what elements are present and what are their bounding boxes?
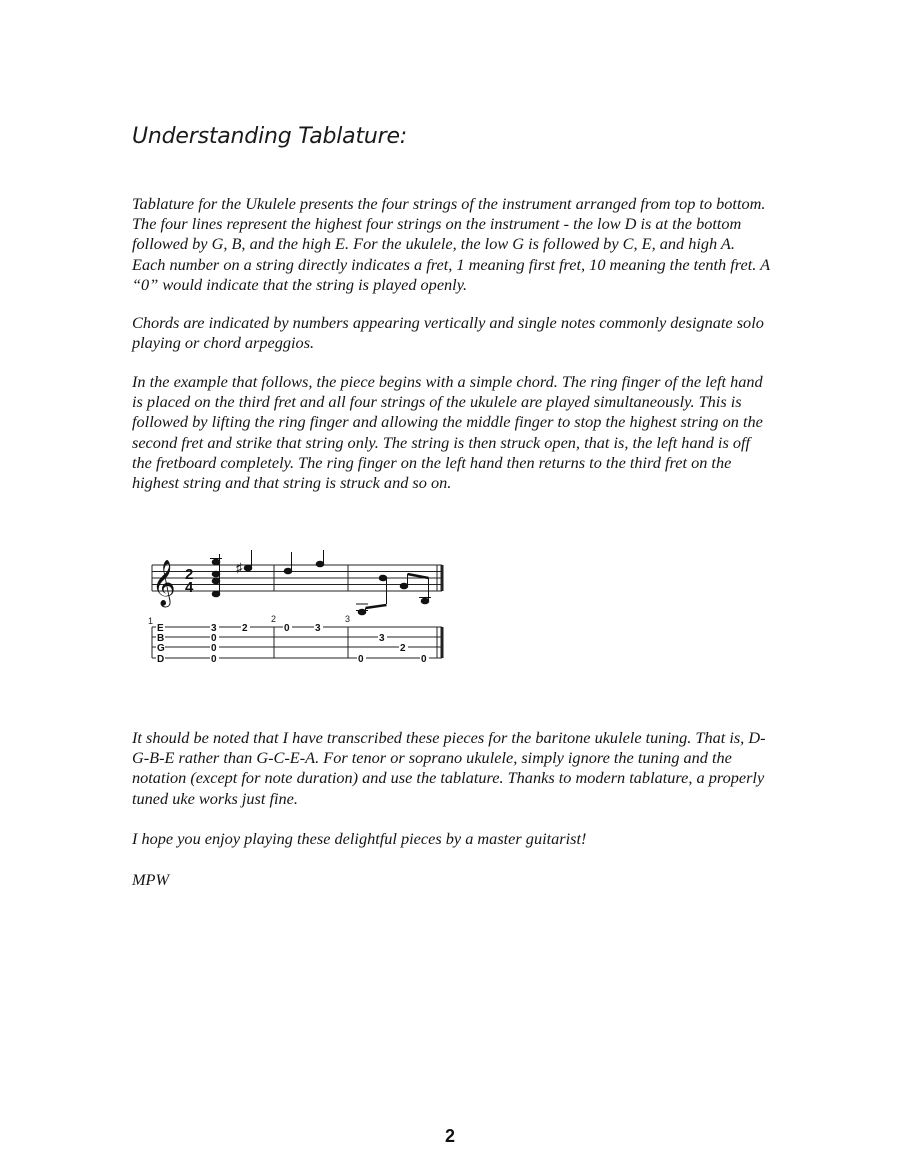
note-head (212, 578, 220, 584)
note-beam (408, 574, 429, 578)
string-labels (156, 623, 165, 665)
string-label: E (157, 623, 164, 634)
note-head (400, 583, 408, 589)
time-signature-bottom: 4 (185, 579, 194, 596)
time-signature-top: 2 (185, 566, 194, 583)
sharp-accidental-icon: ♯ (236, 560, 243, 575)
fret-numbers (210, 623, 429, 665)
treble-clef-icon: 𝄞 (152, 561, 176, 605)
note-head (379, 575, 387, 581)
page-number: 2 (444, 1126, 455, 1146)
note-head (284, 568, 292, 574)
fret-number: 0 (421, 654, 427, 665)
measure-number: 3 (345, 614, 351, 624)
string-label: G (157, 643, 165, 654)
notation-notes (210, 550, 431, 615)
fret-number: 2 (242, 623, 248, 634)
fret-number: 3 (315, 623, 321, 634)
fret-number: 0 (211, 654, 217, 665)
section-heading: Understanding Tablature: (132, 124, 408, 149)
paragraph-chords: Chords are indicated by numbers appearing vertically and single notes commonly designate solo playing or chord arpeggios. (132, 313, 764, 353)
signature: MPW (132, 870, 170, 889)
notation-staff (152, 565, 442, 591)
note-head (421, 598, 429, 604)
measure-number: 2 (271, 614, 277, 624)
note-head (212, 571, 220, 577)
fret-number: 3 (211, 623, 217, 634)
fret-number: 0 (358, 654, 364, 665)
paragraph-tablature-intro: Tablature for the Ukulele presents the four strings of the instrument arranged from top to bottom. The four lines represent the highest four strings on the instrument - the low D is at the bottom followed by G, B, and the high E. For the ukulele, the low G is followed by C, E, and high A. Each number on a string directly indicates a fret, 1 meaning first fret, 10 meaning the tenth fret. A “0” would indicate that the string is played openly. (132, 194, 770, 294)
fret-number: 2 (400, 643, 406, 654)
paragraph-closing: I hope you enjoy playing these delightful pieces by a master guitarist! (132, 829, 587, 848)
paragraph-tuning-note: It should be noted that I have transcribed these pieces for the baritone ukulele tuning. That is, D-G-B-E rather than G-C-E-A. For tenor or soprano ukulele, simply ignore the tuning and the notation (except for note duration) and use the tablature. Thanks to modern tablature, a properly tuned uke works just fine. (132, 728, 766, 808)
tablature-example (140, 550, 460, 670)
measure-number: 1 (148, 616, 154, 626)
paragraph-example-explanation: In the example that follows, the piece begins with a simple chord. The ring finger of the left hand is placed on the third fret and all four strings of the ukulele are played simultaneously. This is followed by lifting the ring finger and allowing the middle finger to stop the highest string on the second fret and strike that string only. The string is then struck open, that is, the left hand is off the fretboard completely. The ring finger on the left hand then returns to the third fret on the highest string and that string is struck and so on. (132, 372, 763, 493)
fret-number: 0 (211, 633, 217, 644)
note-head (244, 565, 252, 571)
fret-number: 0 (211, 643, 217, 654)
tab-barlines (152, 627, 442, 658)
tab-staff (152, 627, 442, 658)
note-head (212, 559, 220, 565)
note-beam (366, 605, 387, 608)
string-label: B (157, 633, 165, 644)
note-head (212, 591, 220, 597)
string-label: D (157, 654, 165, 665)
fret-number: 3 (379, 633, 385, 644)
note-head (316, 561, 324, 567)
fret-number: 0 (284, 623, 290, 634)
